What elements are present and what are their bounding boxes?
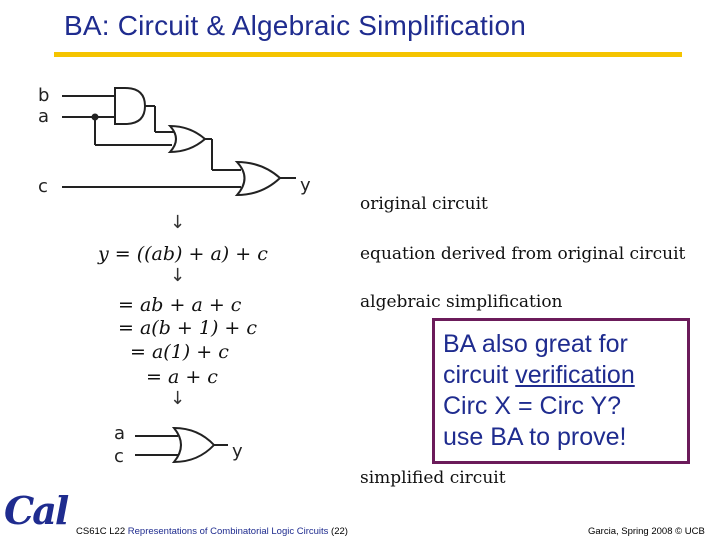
down-arrow-icon: ↓ [170, 212, 186, 233]
step-label-original: original circuit [360, 194, 488, 214]
simplified-output-y-label: y [232, 441, 243, 462]
step-label-algebraic: algebraic simplification [360, 292, 563, 312]
equation-line-2: = ab + a + c [118, 294, 242, 316]
callout-line-3: Circ X = Circ Y? [443, 392, 622, 420]
callout-line-1: BA also great for [443, 330, 628, 358]
footer-lecture-title: Representations of Combinatorial Logic Circuits [127, 526, 329, 537]
input-c-label: c [38, 176, 48, 197]
callout-line-4: use BA to prove! [443, 423, 627, 451]
callout-line-2 [443, 360, 681, 391]
step-label-equation: equation derived from original circuit [360, 244, 686, 264]
cal-logo: Cal [4, 488, 68, 533]
footer-credit: Garcia, Spring 2008 © UCB [588, 526, 705, 537]
simplified-input-a-label: a [114, 423, 126, 444]
equation-line-4: = a(1) + c [130, 341, 229, 363]
simplified-input-c-label: c [114, 446, 124, 467]
verification-callout [432, 318, 690, 464]
footer-page-number: (22) [328, 526, 348, 537]
footer-course [76, 526, 348, 537]
input-b-label: b [38, 85, 50, 106]
equation-line-3: = a(b + 1) + c [118, 317, 258, 339]
step-label-simplified: simplified circuit [360, 468, 506, 488]
down-arrow-icon: ↓ [170, 265, 186, 286]
callout-verification-word: verification [515, 361, 635, 389]
footer-course-code: CS61C L22 [76, 526, 128, 537]
down-arrow-icon: ↓ [170, 388, 186, 409]
slide-title: BA: Circuit & Algebraic Simplification [64, 10, 526, 41]
callout-line-2-prefix: circuit [443, 361, 516, 389]
equation-line-1: y = ((ab) + a) + c [98, 243, 268, 265]
output-y-label: y [300, 175, 311, 196]
input-a-label: a [38, 106, 50, 127]
equation-line-5: = a + c [146, 366, 218, 388]
